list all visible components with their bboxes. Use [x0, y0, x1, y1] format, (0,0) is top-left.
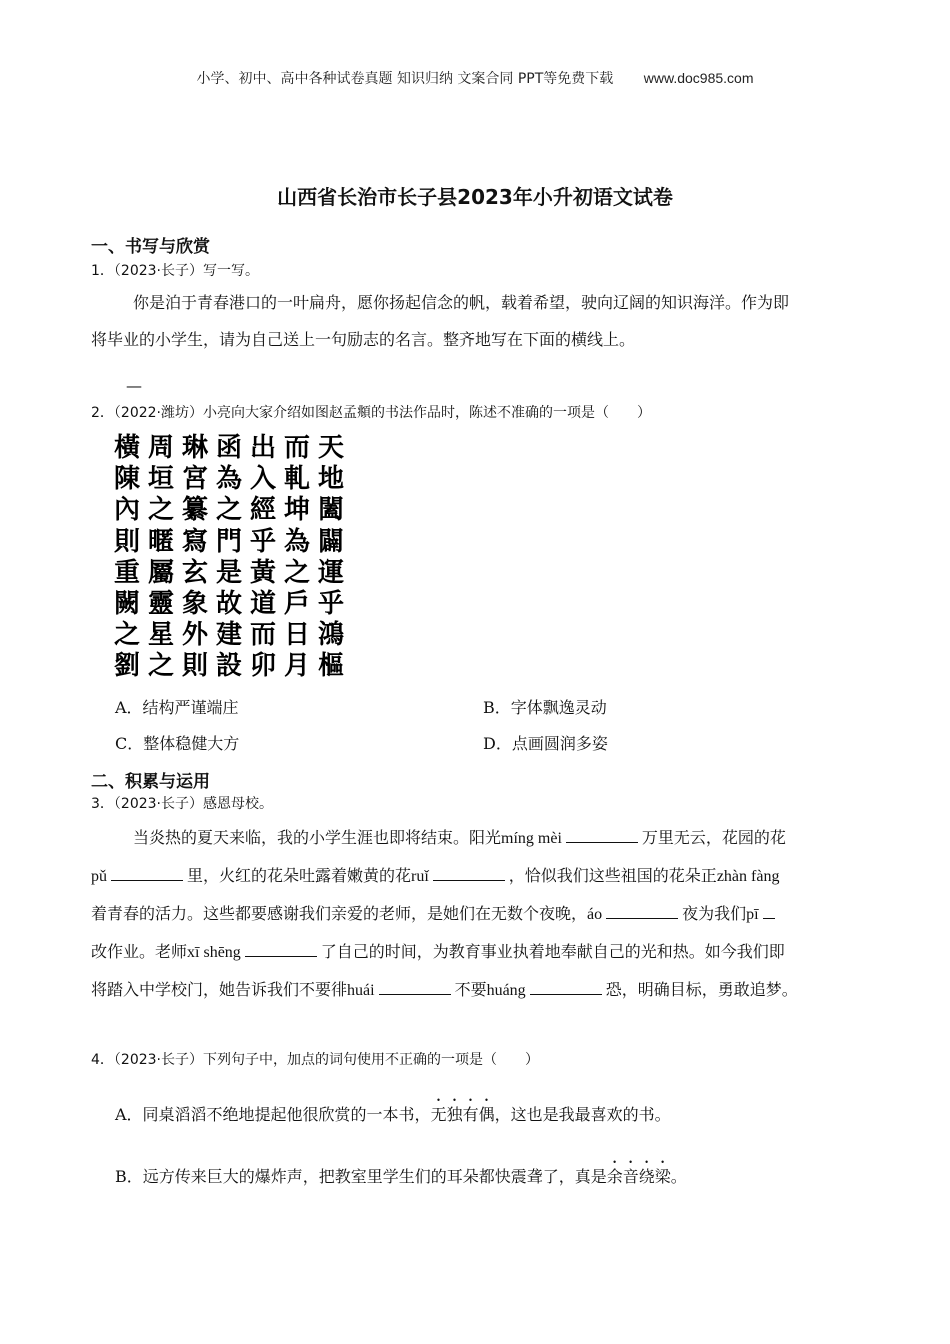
question-1-line-1: 你是泊于青春港口的一叶扁舟，愿你扬起信念的帆，载着希望，驶向辽阔的知识海洋。作为即 — [133, 293, 790, 312]
pinyin: huái — [347, 982, 375, 999]
q3-text: ，恰似我们这些祖国的花朵正 — [508, 866, 717, 885]
q3-text: 改作业。老师 — [91, 942, 188, 961]
calligraphy-column-7: 天地闔闢運乎鴻樞 — [317, 433, 344, 682]
pinyin: áo — [587, 906, 603, 923]
calligraphy-column-3: 琳宮纂寫玄象外則 — [181, 433, 208, 682]
option-c[interactable]: C．整体稳健大方 — [115, 734, 240, 753]
calligraphy-column-1: 橫陳內則重闕之劉 — [113, 433, 140, 682]
q3-text: 当炎热的夏天来临，我的小学生涯也即将结束。阳光 — [133, 828, 502, 847]
page-title: 山西省长治市长子县2023年小升初语文试卷 — [277, 185, 673, 209]
question-1-line-2: 将毕业的小学生，请为自己送上一句励志的名言。整齐地写在下面的横线上。 — [91, 330, 636, 349]
pinyin: pǔ — [91, 868, 107, 885]
section-heading-2: 二、积累与运用 — [91, 772, 210, 792]
option-b[interactable]: B．字体飘逸灵动 — [483, 698, 607, 717]
header-text: 小学、初中、高中各种试卷真题 知识归纳 文案合同 PPT等免费下载 — [196, 71, 614, 87]
fill-blank[interactable] — [245, 942, 317, 957]
header-site-link[interactable]: www.doc985.com — [643, 70, 754, 86]
question-4-option-a[interactable] — [115, 1096, 671, 1125]
option-text: A．同桌滔滔不绝地提起他很欣赏的一本书， — [115, 1105, 431, 1124]
question-4-option-b[interactable] — [115, 1158, 687, 1187]
pinyin: pī — [746, 906, 759, 923]
fill-blank[interactable] — [530, 980, 602, 995]
question-3-body — [91, 819, 881, 1009]
calligraphy-column-4: 函為之門是故建設 — [215, 433, 242, 682]
q3-text: 不要 — [454, 980, 487, 999]
q3-text: 夜为我们 — [682, 904, 747, 923]
page-header — [0, 68, 950, 88]
pinyin: ruǐ — [411, 868, 429, 885]
question-2-label: 2．（2022·潍坊）小亮向大家介绍如图赵孟頫的书法作品时，陈述不准确的一项是（ ） — [91, 405, 651, 421]
pinyin: xī shēng — [187, 944, 241, 961]
pinyin: míng mèi — [501, 830, 562, 847]
q3-text: 着青春的活力。这些都要感谢我们亲爱的老师，是她们在无数个夜晚， — [91, 904, 588, 923]
fill-blank[interactable] — [379, 980, 451, 995]
calligraphy-column-6: 而軋坤為之戶日月 — [283, 433, 310, 682]
section-heading-1: 一、书写与欣赏 — [91, 237, 210, 257]
question-1-label: 1．（2023·长子）写一写。 — [91, 263, 259, 279]
answer-line[interactable]: — — [126, 376, 142, 395]
pinyin: zhàn fàng — [716, 868, 780, 885]
dotted-phrase: 余音绕梁 — [606, 1167, 671, 1186]
q3-text: 了自己的时间，为教育事业执着地奉献自己的光和热。如今我们即 — [320, 942, 785, 961]
q3-text: 将踏入中学校门，她告诉我们不要徘 — [91, 980, 348, 999]
dotted-phrase: 无独有偶 — [430, 1105, 495, 1124]
q3-text: 恐，明确目标，勇敢追梦。 — [605, 980, 798, 999]
calligraphy-column-2: 周垣之暱屬靈星之 — [147, 433, 174, 682]
option-text: ，这也是我最喜欢的书。 — [494, 1105, 671, 1124]
calligraphy-column-5: 出入經乎黃道而卯 — [249, 433, 276, 682]
question-3-label: 3．（2023·长子）感恩母校。 — [91, 796, 273, 812]
fill-blank[interactable] — [433, 866, 505, 881]
option-text: B．远方传来巨大的爆炸声，把教室里学生们的耳朵都快震聋了，真是 — [115, 1167, 607, 1186]
pinyin: huáng — [486, 982, 526, 999]
q3-text: 万里无云，花园的花 — [641, 828, 786, 847]
fill-blank[interactable] — [566, 828, 638, 843]
calligraphy-image — [112, 433, 348, 683]
fill-blank[interactable] — [763, 904, 775, 919]
question-4-label: 4．（2023·长子）下列句子中，加点的词句使用不正确的一项是（ ） — [91, 1052, 539, 1068]
question-1-body — [91, 284, 861, 358]
option-d[interactable]: D．点画圆润多姿 — [483, 734, 608, 753]
option-a[interactable]: A．结构严谨端庄 — [115, 698, 239, 717]
option-text: 。 — [670, 1167, 687, 1186]
q3-text: 里，火红的花朵吐露着嫩黄的花 — [187, 866, 412, 885]
fill-blank[interactable] — [606, 904, 678, 919]
fill-blank[interactable] — [111, 866, 183, 881]
